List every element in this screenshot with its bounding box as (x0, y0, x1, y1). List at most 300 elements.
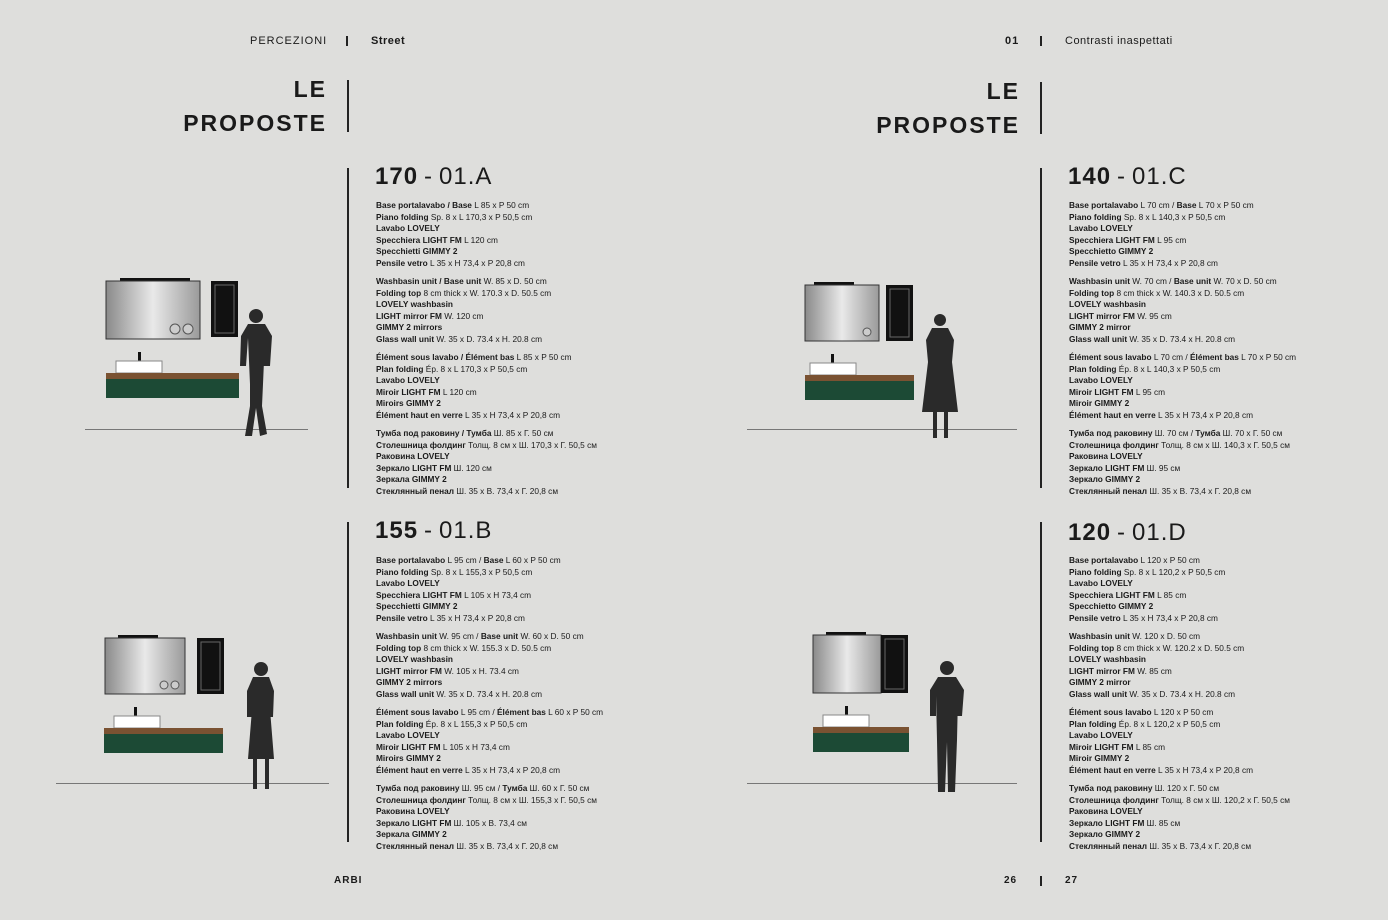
spec-dimensions: W. 35 x D. 73.4 x H. 20.8 cm (434, 333, 543, 344)
spec-item-name: Зеркало LIGHT FM (1069, 462, 1145, 473)
spec-dimensions: Ш. 85 x Г. 50 см (491, 428, 554, 438)
spec-group (376, 200, 676, 269)
spec-dimensions: W. 95 cm / (437, 631, 481, 641)
spec-line (1069, 654, 1369, 666)
spec-line (376, 677, 676, 689)
spec-dimensions: Толщ. 8 см x Ш. 140,3 x Г. 50,5 см (1158, 439, 1290, 450)
spec-dimensions: L 95 cm (1133, 386, 1166, 397)
spec-line (376, 719, 676, 731)
spec-line (1069, 451, 1369, 463)
spec-line (1069, 689, 1369, 701)
spec-line (376, 474, 676, 486)
spec-line (376, 440, 676, 452)
page-number-right: 27 (1065, 875, 1079, 886)
spec-line (1069, 730, 1369, 742)
spec-line (1069, 258, 1369, 270)
spec-dimensions: Ш. 60 x Г. 50 см (527, 783, 590, 793)
spec-item-name: Miroirs GIMMY 2 (376, 753, 441, 763)
spec-group (376, 428, 676, 497)
spec-line (1069, 486, 1369, 498)
spec-line (1069, 601, 1369, 613)
spec-item-name: Piano folding (376, 566, 429, 577)
spec-dimensions: Ш. 35 x В. 73,4 x Г. 20,8 см (1147, 485, 1252, 496)
product-spec-list (376, 200, 676, 504)
spec-item-name: Base portalavabo / Base (376, 200, 472, 210)
spec-item-name: LOVELY washbasin (1069, 654, 1147, 664)
spec-item-name: Specchiera LIGHT FM (1069, 589, 1155, 600)
spec-item-name: Miroirs GIMMY 2 (376, 398, 441, 408)
spec-line (376, 567, 676, 579)
spec-line (376, 258, 676, 270)
spec-item-name: Lavabo LOVELY (376, 578, 440, 588)
spec-dimensions: Sp. 8 x L 170,3 x P 50,5 cm (428, 211, 533, 222)
spec-dimensions: W. 85 cm (1134, 665, 1172, 676)
spec-dimensions: W. 105 x H. 73.4 cm (441, 665, 519, 676)
spec-dimensions: L 35 x H 73,4 x P 20,8 cm (1155, 409, 1254, 420)
spec-item-name: Specchietto GIMMY 2 (1069, 246, 1154, 256)
spec-dimensions: L 35 x H 73,4 x P 20,8 cm (1155, 764, 1254, 775)
spec-line (376, 322, 676, 334)
spec-item-name: Lavabo LOVELY (1069, 578, 1133, 588)
spec-dimensions: L 120 cm (461, 234, 498, 245)
spec-item-name: Élément haut en verre (1069, 409, 1156, 420)
spec-line (376, 235, 676, 247)
product-title: 120 - 01.D (1068, 519, 1187, 546)
header-subsection-label: Street (371, 35, 406, 47)
spec-item-name: Стеклянный пенал (376, 840, 455, 851)
spec-item-name: Washbasin unit / Base unit (376, 276, 482, 286)
spec-dimensions: L 120 cm (440, 386, 477, 397)
spec-item-name: Piano folding (1069, 211, 1122, 222)
person-silhouette (922, 314, 958, 438)
spec-item-name: Pensile vetro (376, 612, 428, 623)
title-line-2: PROPOSTE (876, 112, 1020, 138)
product-spec-list (376, 555, 676, 859)
spec-group (1069, 200, 1369, 269)
spec-item-name: Élément sous lavabo (376, 707, 459, 717)
spec-item-name: Specchietti GIMMY 2 (376, 246, 458, 256)
spec-item-name: Glass wall unit (1069, 333, 1128, 344)
spec-item-name: Тумба (1195, 428, 1221, 438)
right-page-title (850, 74, 1020, 142)
product-spec-list (1069, 555, 1369, 859)
spec-item-name: Lavabo LOVELY (1069, 223, 1133, 233)
spec-line (376, 246, 676, 258)
spec-group (376, 783, 676, 852)
spec-item-name: Зеркало GIMMY 2 (1069, 829, 1141, 839)
spec-line (376, 689, 676, 701)
spec-item-name: Glass wall unit (1069, 688, 1128, 699)
spec-dimensions: L 70 x P 50 cm (1238, 352, 1297, 362)
spec-item-name: Plan folding (376, 718, 424, 729)
spec-item-name: LIGHT mirror FM (376, 665, 442, 676)
page-number-left: 26 (1004, 875, 1018, 886)
spec-item-name: Plan folding (1069, 363, 1117, 374)
spec-item-name: GIMMY 2 mirrors (376, 677, 443, 687)
spec-item-name: Lavabo LOVELY (376, 223, 440, 233)
spec-item-name: Folding top (376, 287, 422, 298)
spec-line (376, 398, 676, 410)
spec-line (1069, 666, 1369, 678)
spec-item-name: Тумба под раковину (1069, 783, 1153, 793)
spec-dimensions: Ш. 95 см / (459, 783, 503, 793)
spec-item-name: Miroir LIGHT FM (376, 386, 441, 397)
person-silhouette (930, 661, 964, 792)
spec-line (1069, 200, 1369, 212)
spec-item-name: LOVELY washbasin (1069, 299, 1147, 309)
spec-line (376, 212, 676, 224)
spec-dimensions: Ш. 120 x Г. 50 см (1152, 783, 1220, 793)
spec-dimensions: L 120 x P 50 cm (1138, 555, 1200, 565)
spec-line (1069, 375, 1369, 387)
spec-dimensions: Толщ. 8 см x Ш. 155,3 x Г. 50,5 см (465, 794, 597, 805)
spec-line (1069, 387, 1369, 399)
product-title: 140 - 01.C (1068, 163, 1187, 190)
spec-line (1069, 288, 1369, 300)
title-line-1: LE (986, 78, 1020, 104)
spec-group (376, 707, 676, 776)
spec-item-name: Specchiera LIGHT FM (1069, 234, 1155, 245)
spec-line (1069, 742, 1369, 754)
spec-item-name: GIMMY 2 mirror (1069, 322, 1131, 332)
spec-item-name: Piano folding (376, 211, 429, 222)
spec-item-name: Тумба (502, 783, 528, 793)
spec-item-name: Тумба под раковину / Тумба (376, 428, 492, 438)
spec-dimensions: L 70 cm / (1151, 352, 1190, 362)
spec-line (1069, 631, 1369, 643)
spec-item-name: Washbasin unit (376, 631, 437, 641)
spec-dimensions: L 95 cm (1154, 234, 1187, 245)
spec-line (1069, 440, 1369, 452)
spec-line (1069, 410, 1369, 422)
spec-item-name: Piano folding (1069, 566, 1122, 577)
spec-item-name: Pensile vetro (1069, 257, 1121, 268)
spec-line (376, 352, 676, 364)
spec-dimensions: Sp. 8 x L 120,2 x P 50,5 cm (1121, 566, 1226, 577)
spec-dimensions: L 105 x H 73,4 cm (440, 741, 510, 752)
spec-dimensions: L 35 x H 73,4 x P 20,8 cm (427, 612, 525, 623)
spec-dimensions: L 35 x H 73,4 x P 20,8 cm (462, 764, 561, 775)
spec-line (376, 643, 676, 655)
header-section-label: PERCEZIONI (250, 35, 328, 47)
spec-line (1069, 276, 1369, 288)
spec-dimensions: L 70 cm / (1138, 200, 1177, 210)
spec-item-name: Glass wall unit (376, 688, 435, 699)
spec-dimensions: Ш. 70 x Г. 50 см (1220, 428, 1283, 438)
spec-line (376, 730, 676, 742)
product-code: 01.C (1132, 163, 1187, 190)
spec-line (376, 364, 676, 376)
spec-line (376, 276, 676, 288)
spec-dimensions: L 60 x P 50 cm (503, 555, 561, 565)
spec-line (1069, 334, 1369, 346)
spec-line (1069, 765, 1369, 777)
spec-line (376, 486, 676, 498)
spec-dimensions: Sp. 8 x L 155,3 x P 50,5 cm (428, 566, 533, 577)
spec-line (376, 841, 676, 853)
spec-dimensions: Ш. 70 см / (1152, 428, 1196, 438)
spec-item-name: Washbasin unit (1069, 276, 1130, 286)
title-line-1: LE (293, 76, 327, 102)
product-title: 170 - 01.A (375, 163, 493, 190)
spec-item-name: Раковина LOVELY (376, 451, 450, 461)
spec-item-name: Стеклянный пенал (1069, 485, 1148, 496)
header-separator (346, 36, 348, 46)
spec-item-name: Glass wall unit (376, 333, 435, 344)
spec-item-name: Столешница фолдинг (376, 439, 466, 450)
spec-line (1069, 677, 1369, 689)
spec-line (376, 829, 676, 841)
spec-line (1069, 613, 1369, 625)
spec-line (376, 428, 676, 440)
bathroom-composition-illustration (800, 280, 990, 448)
bathroom-composition-illustration (808, 630, 1008, 802)
spec-line (1069, 322, 1369, 334)
spec-dimensions: W. 35 x D. 73.4 x H. 20.8 cm (1127, 688, 1236, 699)
product-width: 120 (1068, 519, 1112, 546)
header-chapter-title: Contrasti inaspettati (1065, 35, 1173, 47)
product-width: 140 (1068, 163, 1112, 190)
spec-line (376, 601, 676, 613)
title-bar (347, 80, 349, 132)
product-code: 01.A (439, 163, 493, 190)
product-width: 155 (375, 517, 419, 544)
section-divider (1040, 168, 1042, 488)
spec-item-name: Élément sous lavabo (1069, 352, 1152, 362)
spec-dimensions: Ép. 8 x L 170,3 x P 50,5 cm (423, 363, 528, 374)
spec-item-name: Base portalavabo (1069, 200, 1139, 210)
spec-group (1069, 352, 1369, 421)
spec-dimensions: Ш. 120 см (451, 462, 492, 473)
spec-item-name: Miroir LIGHT FM (376, 741, 441, 752)
spec-item-name: Specchietto GIMMY 2 (1069, 601, 1154, 611)
spec-dimensions: Толщ. 8 см x Ш. 170,3 x Г. 50,5 см (465, 439, 597, 450)
spec-item-name: Élément sous lavabo (1069, 707, 1152, 717)
spec-line (376, 806, 676, 818)
spec-item-name: Столешница фолдинг (376, 794, 466, 805)
spec-item-name: Folding top (1069, 287, 1115, 298)
spec-dimensions: W. 70 cm / (1130, 276, 1174, 286)
spec-item-name: Miroir LIGHT FM (1069, 741, 1134, 752)
spec-line (1069, 818, 1369, 830)
product-code: 01.B (439, 517, 493, 544)
spec-dimensions: L 85 cm (1154, 589, 1187, 600)
spec-dimensions: W. 120 cm (441, 310, 484, 321)
spec-item-name: Pensile vetro (376, 257, 428, 268)
spec-group (1069, 631, 1369, 700)
spec-dimensions: Ш. 95 см (1144, 462, 1181, 473)
spec-item-name: Specchietti GIMMY 2 (376, 601, 458, 611)
spec-line (1069, 567, 1369, 579)
spec-item-name: Раковина LOVELY (1069, 806, 1143, 816)
footer-separator (1040, 876, 1042, 886)
spec-group (376, 555, 676, 624)
spec-line (376, 765, 676, 777)
spec-line (376, 707, 676, 719)
spec-item-name: Base unit (1173, 276, 1212, 286)
spec-dimensions: L 105 x H 73,4 cm (461, 589, 532, 600)
spec-line (1069, 783, 1369, 795)
spec-line (376, 299, 676, 311)
spec-dimensions: L 95 cm / (458, 707, 497, 717)
spec-group (376, 631, 676, 700)
spec-dimensions: Ш. 85 см (1144, 817, 1181, 828)
spec-line (1069, 753, 1369, 765)
spec-line (1069, 212, 1369, 224)
spec-dimensions: L 35 x H 73,4 x P 20,8 cm (1120, 257, 1218, 268)
spec-dimensions: W. 35 x D. 73.4 x H. 20.8 cm (1127, 333, 1236, 344)
left-page-title (160, 72, 327, 140)
spec-item-name: LOVELY washbasin (376, 299, 454, 309)
spec-item-name: Зеркало GIMMY 2 (1069, 474, 1141, 484)
product-title: 155 - 01.B (375, 517, 493, 544)
spec-line (376, 795, 676, 807)
section-divider (1040, 522, 1042, 842)
spec-item-name: Miroir GIMMY 2 (1069, 753, 1130, 763)
spec-group (376, 352, 676, 421)
spec-dimensions: L 35 x H 73,4 x P 20,8 cm (462, 409, 561, 420)
spec-line (376, 387, 676, 399)
spec-line (376, 613, 676, 625)
spec-line (376, 223, 676, 235)
spec-dimensions: L 70 x P 50 cm (1196, 200, 1254, 210)
spec-line (1069, 364, 1369, 376)
spec-item-name: Base portalavabo (376, 555, 446, 565)
spec-item-name: Washbasin unit (1069, 631, 1130, 641)
spec-item-name: LIGHT mirror FM (1069, 310, 1135, 321)
spec-line (376, 375, 676, 387)
spec-item-name: Зеркало LIGHT FM (376, 462, 452, 473)
spec-line (376, 334, 676, 346)
product-width: 170 (375, 163, 419, 190)
spec-item-name: Specchiera LIGHT FM (376, 234, 462, 245)
spec-item-name: GIMMY 2 mirror (1069, 677, 1131, 687)
spec-item-name: Plan folding (1069, 718, 1117, 729)
section-divider (347, 522, 349, 842)
spec-line (376, 410, 676, 422)
spec-line (376, 818, 676, 830)
spec-line (376, 288, 676, 300)
spec-item-name: LIGHT mirror FM (376, 310, 442, 321)
spec-item-name: Раковина LOVELY (1069, 451, 1143, 461)
spec-item-name: Lavabo LOVELY (376, 730, 440, 740)
spec-dimensions: L 35 x H 73,4 x P 20,8 cm (1120, 612, 1218, 623)
spec-group (1069, 428, 1369, 497)
spec-dimensions: L 95 cm / (445, 555, 484, 565)
spec-line (376, 631, 676, 643)
spec-group (1069, 707, 1369, 776)
spec-item-name: Miroir LIGHT FM (1069, 386, 1134, 397)
spec-item-name: Стеклянный пенал (376, 485, 455, 496)
title-line-2: PROPOSTE (183, 110, 327, 136)
spec-dimensions: L 120 x P 50 cm (1151, 707, 1214, 717)
spec-dimensions: W. 60 x D. 50 cm (518, 631, 584, 641)
spec-line (1069, 398, 1369, 410)
spec-group (1069, 783, 1369, 852)
spec-dimensions: L 85 cm (1133, 741, 1166, 752)
spec-line (1069, 707, 1369, 719)
spec-item-name: Зеркало LIGHT FM (1069, 817, 1145, 828)
spec-group (376, 276, 676, 345)
spec-item-name: Élément bas (1189, 352, 1239, 362)
spec-dimensions: Толщ. 8 см x Ш. 120,2 x Г. 50,5 см (1158, 794, 1290, 805)
spec-item-name: Стеклянный пенал (1069, 840, 1148, 851)
spec-line (1069, 806, 1369, 818)
spec-line (1069, 590, 1369, 602)
spec-dimensions: W. 95 cm (1134, 310, 1172, 321)
person-silhouette (240, 309, 272, 436)
spec-item-name: Élément haut en verre (376, 409, 463, 420)
header-chapter-number: 01 (1005, 35, 1020, 47)
spec-item-name: Élément haut en verre (376, 764, 463, 775)
spec-line (1069, 795, 1369, 807)
spec-item-name: Élément haut en verre (1069, 764, 1156, 775)
spec-item-name: Зеркала GIMMY 2 (376, 829, 447, 839)
spec-item-name: Зеркала GIMMY 2 (376, 474, 447, 484)
spec-item-name: Lavabo LOVELY (376, 375, 440, 385)
section-divider (347, 168, 349, 488)
spec-line (1069, 463, 1369, 475)
spec-dimensions: W. 120 x D. 50 cm (1130, 631, 1201, 641)
spec-line (1069, 474, 1369, 486)
spec-line (1069, 643, 1369, 655)
spec-line (1069, 829, 1369, 841)
product-code: 01.D (1132, 519, 1187, 546)
spec-item-name: Pensile vetro (1069, 612, 1121, 623)
spec-line (1069, 246, 1369, 258)
spec-dimensions: Ép. 8 x L 140,3 x P 50,5 cm (1116, 363, 1221, 374)
spec-item-name: Base (483, 555, 504, 565)
spec-dimensions: 8 cm thick x W. 120.2 x D. 50.5 cm (1114, 642, 1245, 653)
spec-dimensions: L 60 x P 50 cm (545, 707, 604, 717)
spec-line (376, 311, 676, 323)
spec-line (376, 783, 676, 795)
spec-group (1069, 555, 1369, 624)
spec-dimensions: W. 35 x D. 73.4 x H. 20.8 cm (434, 688, 543, 699)
spec-line (376, 578, 676, 590)
spec-item-name: Тумба под раковину (376, 783, 460, 793)
spec-dimensions: Ш. 35 x В. 73,4 x Г. 20,8 см (454, 485, 559, 496)
spec-line (1069, 299, 1369, 311)
spec-line (376, 742, 676, 754)
spec-group (1069, 276, 1369, 345)
spec-item-name: Зеркало LIGHT FM (376, 817, 452, 828)
product-spec-list (1069, 200, 1369, 504)
spec-line (1069, 223, 1369, 235)
spec-line (376, 555, 676, 567)
spec-line (376, 463, 676, 475)
spec-line (1069, 555, 1369, 567)
spec-dimensions: Ép. 8 x L 155,3 x P 50,5 cm (423, 718, 528, 729)
title-bar (1040, 82, 1042, 134)
spec-line (376, 200, 676, 212)
spec-item-name: Раковина LOVELY (376, 806, 450, 816)
bathroom-composition-illustration (100, 276, 310, 448)
spec-item-name: Base unit (480, 631, 519, 641)
spec-item-name: Élément bas (496, 707, 546, 717)
spec-item-name: Folding top (1069, 642, 1115, 653)
spec-item-name: Miroir GIMMY 2 (1069, 398, 1130, 408)
spec-line (376, 451, 676, 463)
spec-item-name: Specchiera LIGHT FM (376, 589, 462, 600)
spec-dimensions: W. 85 x D. 50 cm (481, 276, 547, 286)
spec-dimensions: Ш. 35 x В. 73,4 x Г. 20,8 см (454, 840, 559, 851)
spec-dimensions: Sp. 8 x L 140,3 x P 50,5 cm (1121, 211, 1226, 222)
spec-dimensions: W. 70 x D. 50 cm (1211, 276, 1277, 286)
spec-item-name: Lavabo LOVELY (1069, 730, 1133, 740)
spec-line (1069, 428, 1369, 440)
footer-brand: ARBI (334, 875, 363, 886)
